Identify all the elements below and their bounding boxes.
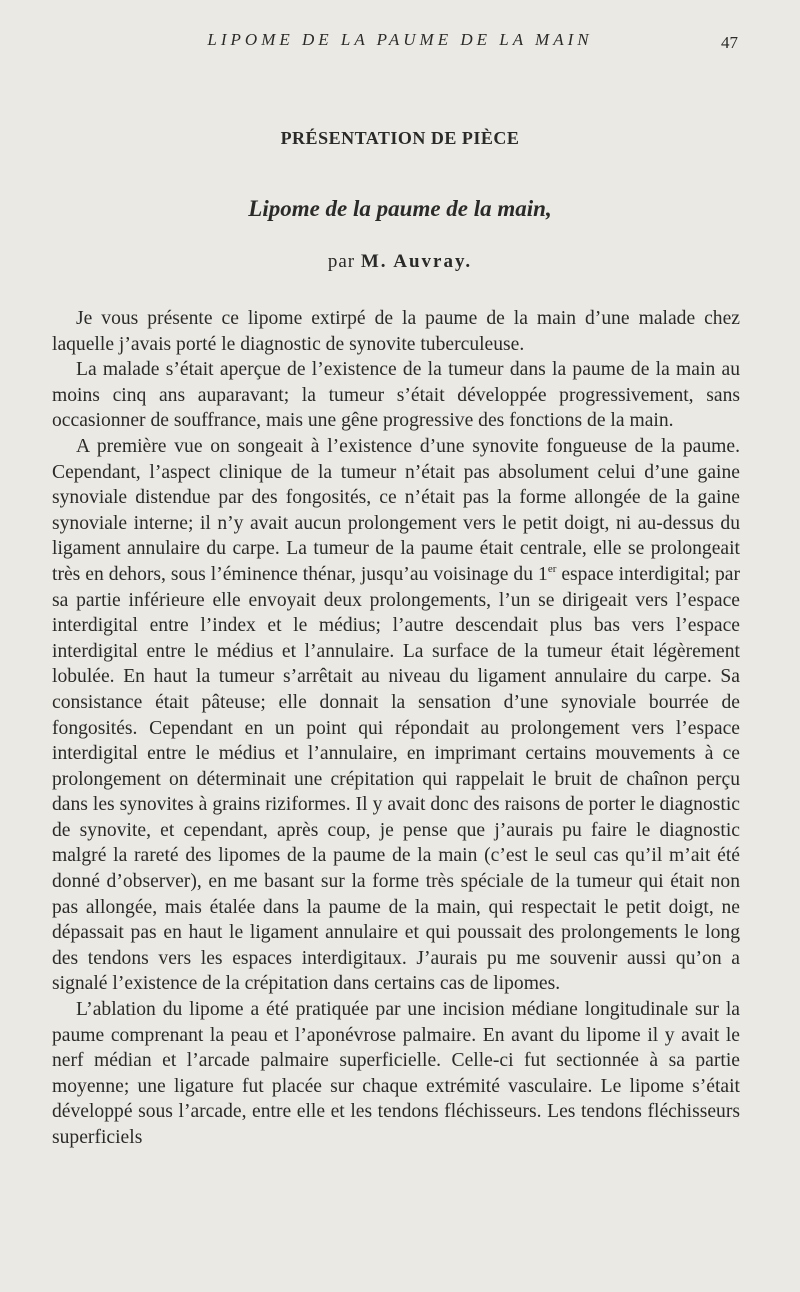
page-number: 47 bbox=[721, 33, 738, 52]
paragraph-4: L’ablation du lipome a été pratiquée par une incision médiane longitudinale sur la paume comprenant la peau et l’aponévrose palmaire. En avant du lipome il y avait le nerf médian et l’arcade palmaire superficielle. Celle-ci fut sectionnée à sa partie moyenne; une ligature fut placée sur chaque extrémité vasculaire. Le lipome s’était développé sous l’arcade, entre elle et les tendons fléchisseurs. Les tendons fléchisseurs superficiels bbox=[52, 999, 740, 1148]
byline bbox=[0, 251, 800, 273]
byline-prefix: par bbox=[327, 251, 356, 272]
paragraph-3-part-1: A première vue on songeait à l’existence d’une synovite fongueuse de la paume. Cependant, l’aspect clinique de la tumeur n’était pas absolument celui d’une gaine synoviale distendue par des fongosités, ce n’était pas la forme allongée de la gaine synoviale interne; il n’y avait aucun prolongement vers le petit doigt, ni au-dessus du ligament annulaire du carpe. La tumeur de la paume était centrale, elle se prolongeait très en dehors, sous l’éminence thénar, jusqu’au voisinage du 1 bbox=[52, 435, 740, 585]
section-title: PRÉSENTATION DE PIÈCE bbox=[280, 128, 520, 148]
running-head: LIPOME DE LA PAUME DE LA MAIN bbox=[207, 30, 593, 49]
body-text bbox=[52, 306, 740, 1151]
byline-author: M. Auvray. bbox=[360, 251, 473, 272]
paragraph-3 bbox=[52, 434, 740, 997]
paragraph-2: La malade s’était aperçue de l’existence de la tumeur dans la paume de la main au moins cinq ans auparavant; la tumeur s’était développée progressivement, sans occasionner de souffrance, mais une gêne progressive des fonctions de la main. bbox=[52, 359, 740, 432]
paragraph-1: Je vous présente ce lipome extirpé de la paume de la main d’une malade chez laquelle j’avais porté le diagnostic de synovite tuberculeuse. bbox=[52, 308, 740, 355]
paragraph-3-part-2: espace interdigital; par sa partie inférieure elle envoyait deux prolongements, l’un se dirigeait vers l’espace interdigital entre l’index et le médius; l’autre descendait plus bas vers l’espace interdigital entre le médius et l’annulaire. La surface de la tumeur était légèrement lobulée. En haut la tumeur s’arrêtait au niveau du ligament annulaire du carpe. Sa consistance était pâteuse; elle donnait la sensation d’une synoviale bourrée de fongosités. Cependant en un point qui répondait au prolongement vers l’espace interdigital entre le médius et l’annulaire, en imprimant certains mouvements à ce prolongement on déterminait une crépitation qui rappelait le bruit de chaînon perçu dans les synovites à grains riziformes. Il y avait donc des raisons de porter le diagnostic de synovite, et cependant, après coup, je pense que j’aurais pu faire le diagnostic malgré la rareté des lipomes de la paume de la main (c’est le seul cas qu’il m’ait été donné d’observer), en me basant sur la forme très spéciale de la tumeur qui était non pas allongée, mais étalée dans la paume de la main, qui respectait le petit doigt, ne dépassait pas en haut le ligament annulaire et qui poussait des prolongements le long des tendons vers les espaces interdigitaux. J’aurais pu me souvenir aussi qu’on a signalé l’existence de la crépitation dans certains cas de lipomes. bbox=[52, 563, 740, 995]
ordinal-superscript: er bbox=[547, 562, 557, 575]
article-title: Lipome de la paume de la main, bbox=[248, 196, 552, 221]
